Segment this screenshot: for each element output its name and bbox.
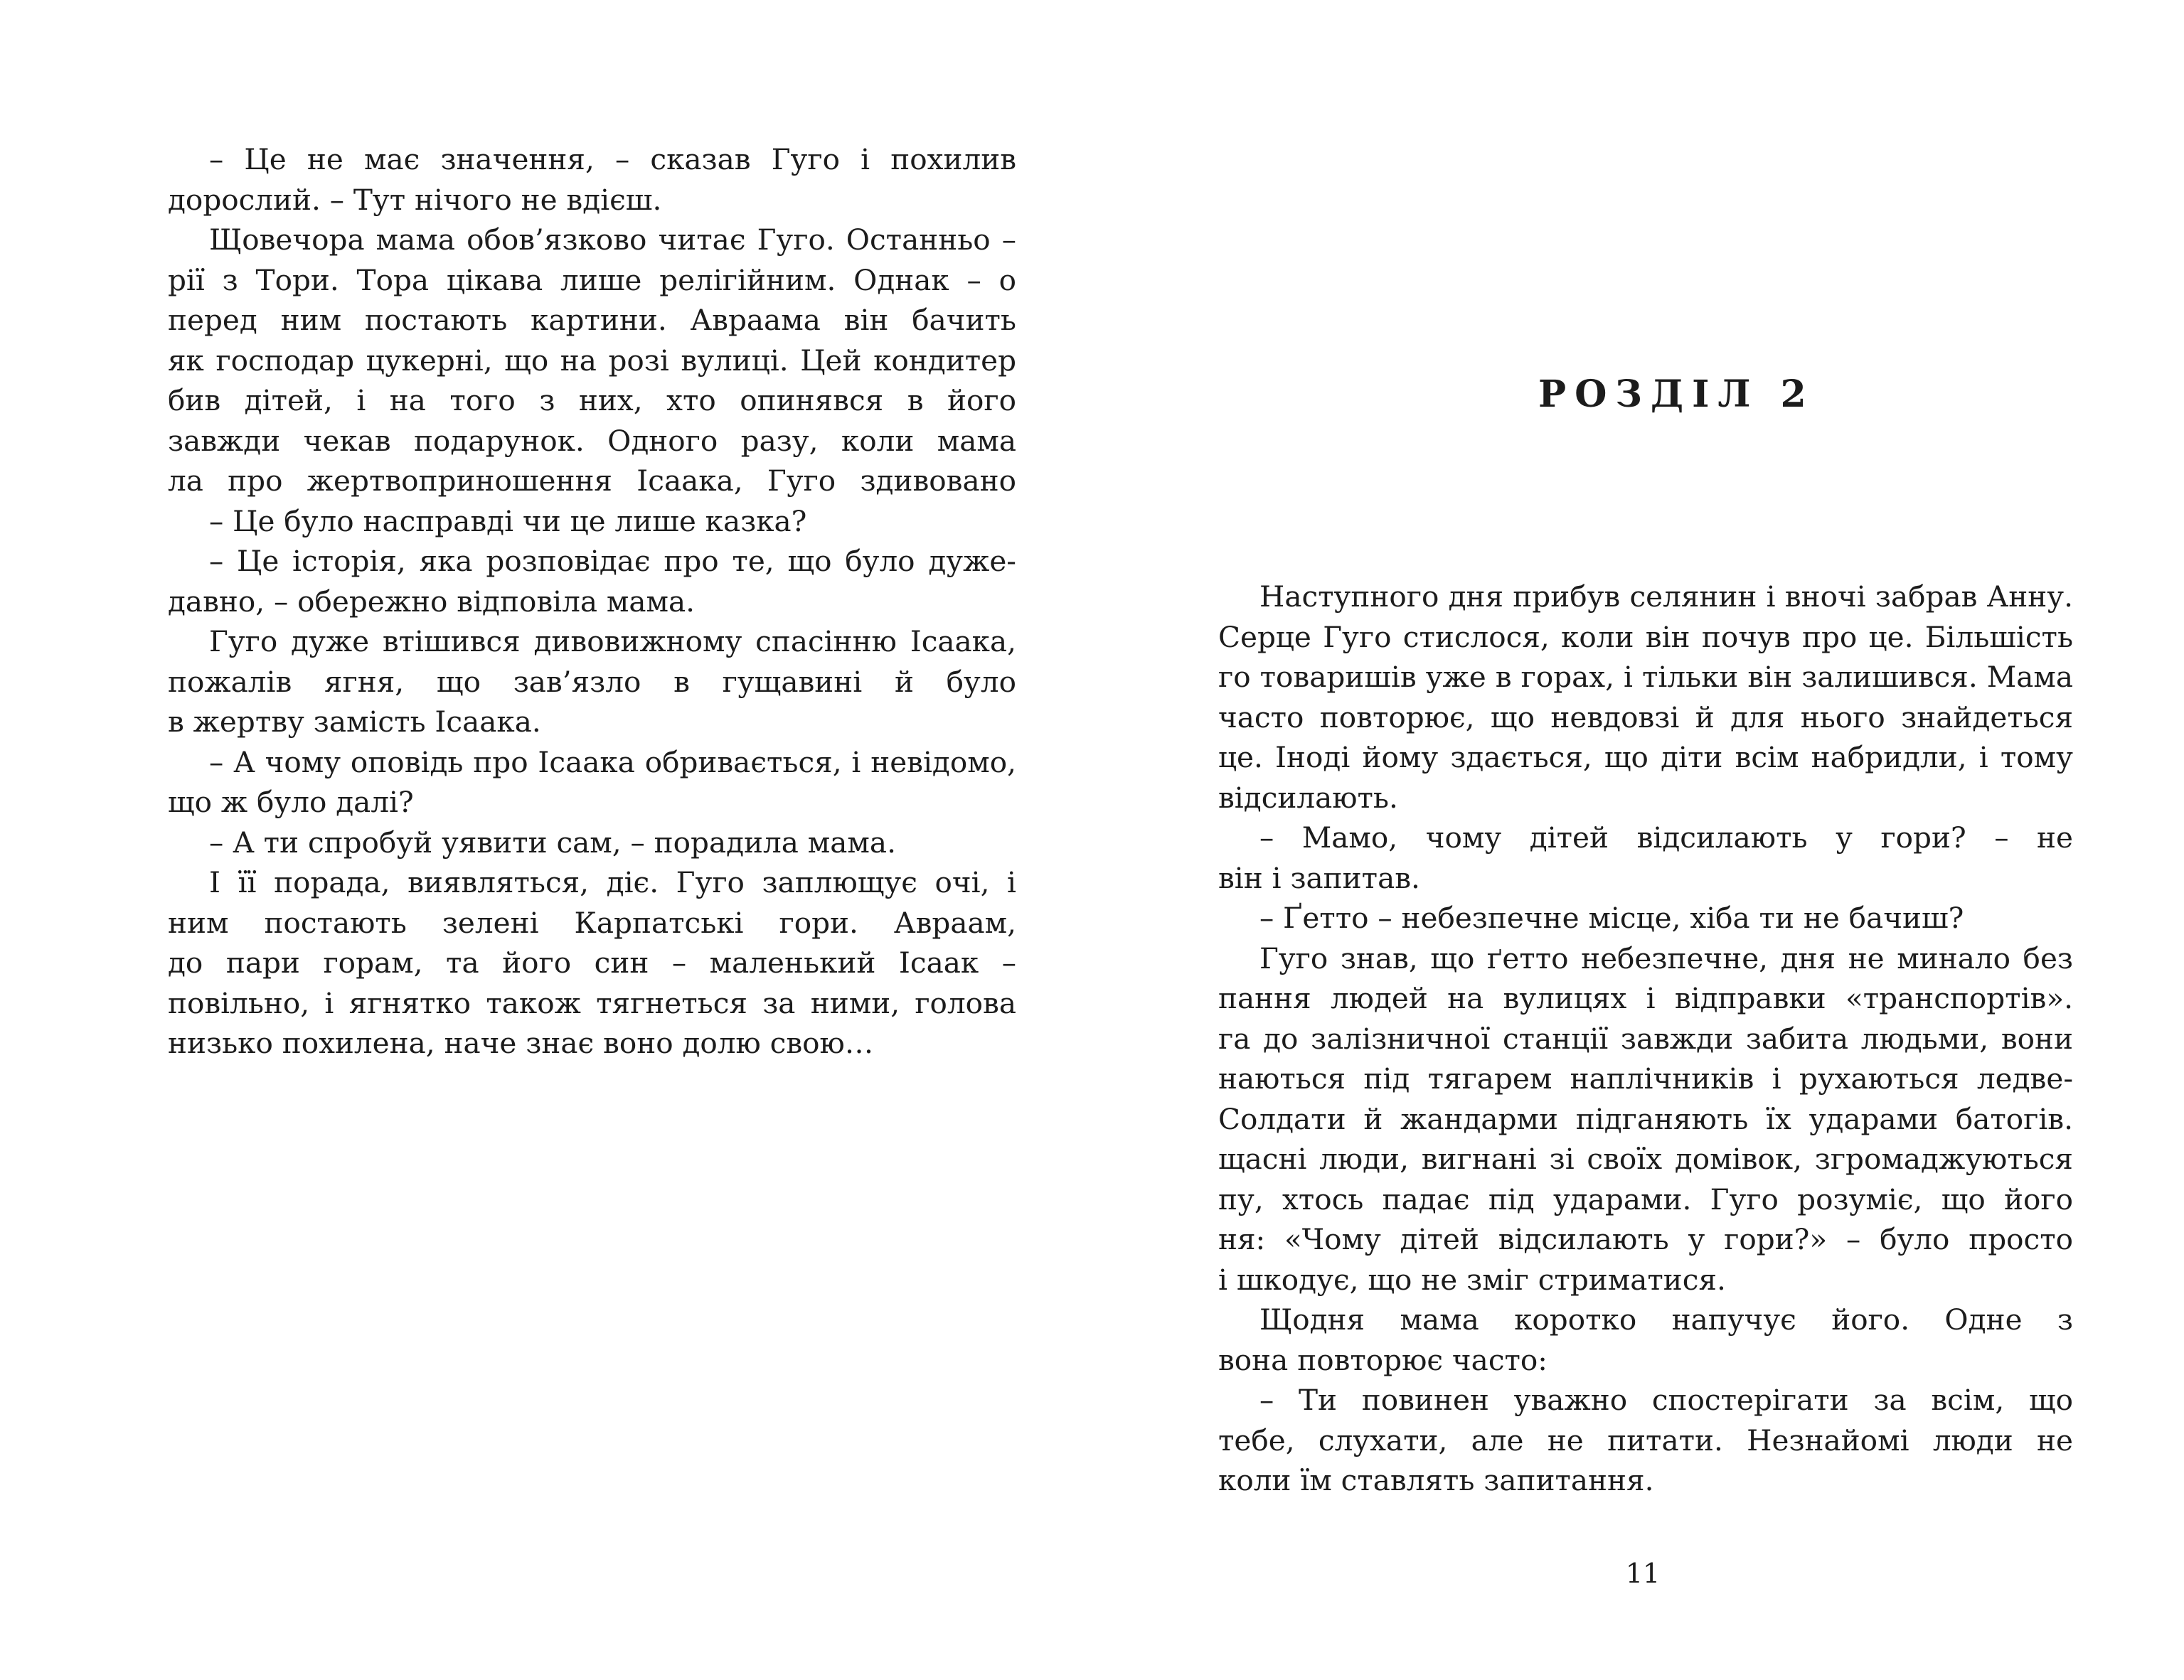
text-line: щасні люди, вигнані зі своїх домівок, згромаджуються [1218, 1142, 2073, 1176]
text-line: Наступного дня прибув селянин і вночі забрав Анну. [1259, 579, 2073, 614]
text-line: і шкодує, що не зміг стриматися. [1218, 1262, 1726, 1297]
text-line: – Ґетто – небезпечне місце, хіба ти не бачиш? [1259, 901, 1964, 935]
text-line: наються під тягарем наплічників і рухаються ледве- [1218, 1061, 2073, 1096]
text-line: завжди чекав подарунок. Одного разу, коли мама [168, 423, 1016, 458]
text-line: як господар цукерні, що на розі вулиці. Цей кондитер [168, 343, 1016, 378]
text-line: відсилають. [1218, 780, 1398, 815]
text-line: тебе, слухати, але не питати. Незнайомі люди не [1218, 1423, 2073, 1457]
text-line: це. Іноді йому здається, що діти всім набридли, і тому [1218, 740, 2073, 774]
text-line: вона повторює часто: [1218, 1342, 1548, 1377]
text-line: пу, хтось падає під ударами. Гуго розуміє, що його [1218, 1182, 2073, 1216]
text-line: – Це було насправді чи це лише казка? [209, 503, 807, 538]
text-line: – Ти повинен уважно спостерігати за всім, що [1259, 1383, 2073, 1417]
text-line: коли їм ставлять запитання. [1218, 1463, 1654, 1497]
text-line: низько похилена, наче знає воно долю свою… [168, 1026, 874, 1060]
text-line: часто повторює, що невдовзі й для нього знайдеться [1218, 700, 2073, 734]
text-line: бив дітей, і на того з них, хто опинявся в його [168, 383, 1016, 417]
text-line: до пари горам, та його син – маленький Ісаак – [168, 946, 1016, 980]
text-line: пожалів ягня, що зав’язло в гущавині й було [168, 664, 1016, 699]
text-line: Щодня мама коротко напучує його. Одне з [1259, 1302, 2073, 1337]
text-line: Солдати й жандарми підганяють їх ударами батогів. [1218, 1101, 2073, 1136]
text-line: ла про жертвоприношення Ісаака, Гуго здивовано [168, 464, 1016, 498]
text-line: він і запитав. [1218, 860, 1420, 895]
text-line: – А чому оповідь про Ісаака обривається, і невідомо, [209, 744, 1016, 779]
text-line: га до залізничної станції завжди забита людьми, вони [1218, 1021, 2073, 1056]
text-line: го товаришів уже в горах, і тільки він залишився. Мама [1218, 660, 2073, 694]
text-line: Щовечора мама обов’язково читає Гуго. Останньо – [209, 223, 1016, 257]
text-line: в жертву замість Ісаака. [168, 705, 541, 739]
text-line: Гуго знав, що ґетто небезпечне, дня не минало без [1259, 941, 2073, 975]
text-line: давно, – обережно відповіла мама. [168, 584, 696, 619]
text-line: Гуго дуже втішився дивовижному спасінню Ісаака, [209, 624, 1016, 658]
text-line: що ж було далі? [168, 785, 414, 819]
text-line: – Мамо, чому дітей відсилають у гори? – не [1259, 820, 2073, 855]
text-line: – Це історія, яка розповідає про те, що було дуже- [209, 544, 1016, 578]
text-line: І її порада, виявляться, діє. Гуго заплющує очі, і [209, 865, 1016, 899]
text-line: дорослий. – Тут нічого не вдієш. [168, 182, 662, 217]
text-line: повільно, і ягнятко також тягнеться за ними, голова [168, 985, 1016, 1020]
text-line: рії з Тори. Тора цікава лише релігійним. Однак – о [168, 262, 1016, 297]
page-number: 11 [1625, 1558, 1661, 1589]
text-line: пання людей на вулицях і відправки «транспортів». [1218, 981, 2073, 1015]
text-line: перед ним постають картини. Авраама він бачить [168, 303, 1016, 337]
chapter-title: РОЗДІЛ 2 [1538, 373, 1815, 416]
text-line: ня: «Чому дітей відсилають у гори?» – було просто [1218, 1222, 2073, 1256]
text-line: – А ти спробуй уявити сам, – порадила мама. [209, 825, 896, 860]
right-page [1092, 0, 2184, 1680]
text-line: Серце Гуго стислося, коли він почув про це. Більшість [1218, 619, 2073, 654]
text-line: – Це не має значення, – сказав Гуго і похилив [209, 142, 1016, 176]
text-line: ним постають зелені Карпатські гори. Авраам, [168, 905, 1016, 940]
